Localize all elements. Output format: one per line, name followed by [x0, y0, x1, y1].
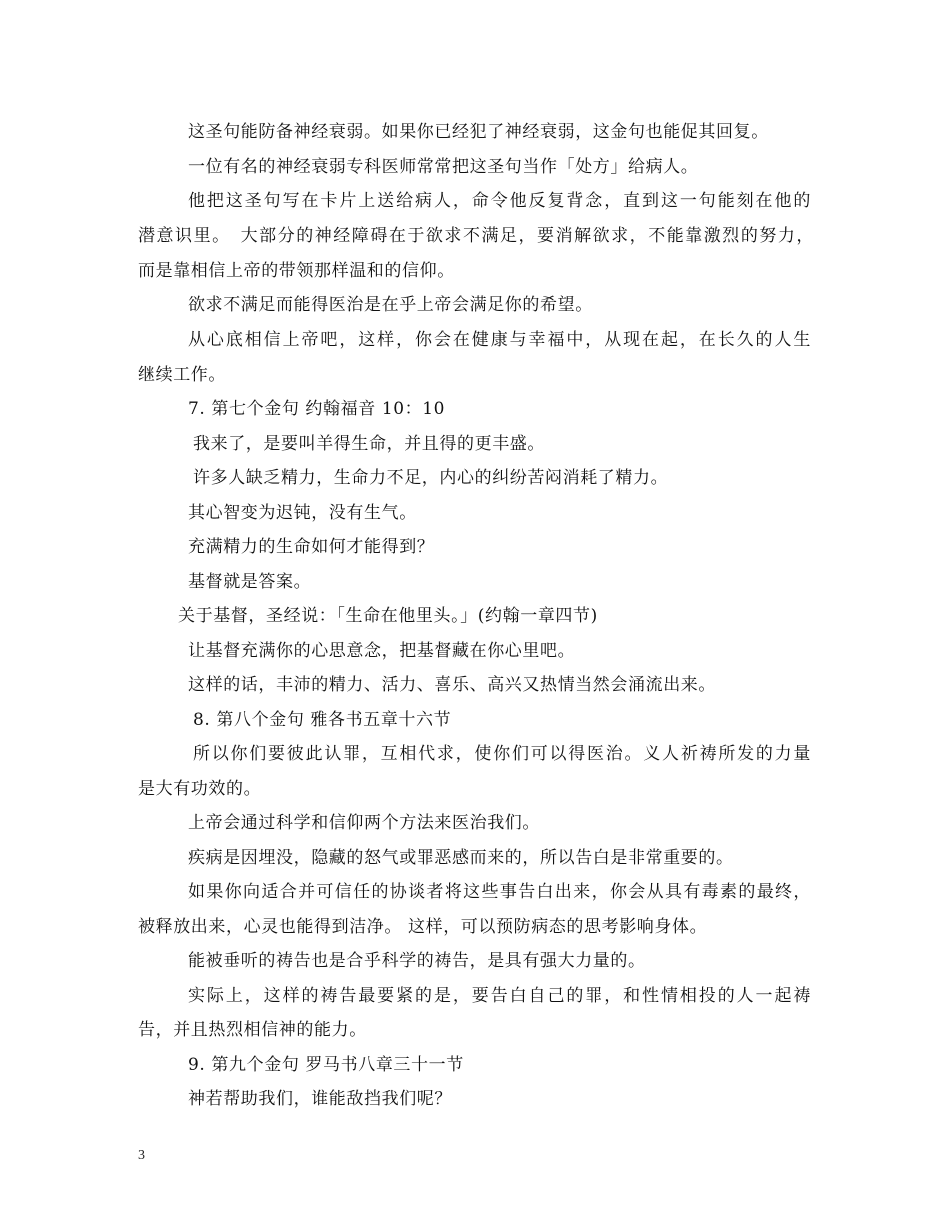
page-number: 3	[138, 1148, 145, 1163]
paragraph-line: 许多人缺乏精力，生命力不足，内心的纠纷苦闷消耗了精力。	[193, 468, 669, 488]
paragraph-line: 他把这圣句写在卡片上送给病人，命令他反复背念，直到这一句能刻在他的	[188, 191, 811, 211]
paragraph-line: 能被垂听的祷告也是合乎科学的祷告，是具有强大力量的。	[188, 951, 646, 971]
paragraph-line: 继续工作。	[138, 365, 226, 385]
paragraph-line: 从心底相信上帝吧，这样，你会在健康与幸福中，从现在起，在长久的人生	[188, 330, 811, 350]
paragraph-line: 被释放出来，心灵也能得到洁净。 这样，可以预防病态的思考影响身体。	[138, 917, 708, 937]
paragraph-line: 告，并且热烈相信神的能力。	[138, 1020, 367, 1040]
paragraph-line: 疾病是因埋没，隐藏的怒气或罪恶感而来的，所以告白是非常重要的。	[188, 848, 734, 868]
paragraph-line: 充满精力的生命如何才能得到？	[188, 537, 435, 557]
paragraph-line: 如果你向适合并可信任的协谈者将这些事告白出来，你会从具有毒素的最终，	[188, 882, 811, 902]
paragraph-line: 这样的话，丰沛的精力、活力、喜乐、高兴又热情当然会涌流出来。	[188, 675, 716, 695]
verse-text: 所以你们要彼此认罪，互相代求，使你们可以得医治。义人祈祷所发的力量	[193, 744, 811, 764]
paragraph-line: 这圣句能防备神经衰弱。如果你已经犯了神经衰弱，这金句也能促其回复。	[188, 122, 769, 142]
section-heading: 9. 第九个金句 罗马书八章三十一节	[188, 1055, 464, 1075]
paragraph-line: 让基督充满你的心思意念，把基督藏在你心里吧。	[188, 641, 576, 661]
paragraph-line: 而是靠相信上帝的带领那样温和的信仰。	[138, 261, 455, 281]
paragraph-line: 关于基督，圣经说：「生命在他里头。」(约翰一章四节)	[178, 606, 598, 626]
paragraph-line: 潜意识里。 大部分的神经障碍在于欲求不满足，要消解欲求，不能靠激烈的努力，	[138, 226, 814, 246]
section-heading: 8. 第八个金句 雅各书五章十六节	[193, 710, 452, 730]
section-heading: 7. 第七个金句 约翰福音 10：10	[188, 399, 446, 419]
paragraph-line: 上帝会通过科学和信仰两个方法来医治我们。	[188, 813, 540, 833]
paragraph-line: 其心智变为迟钝，没有生气。	[188, 503, 417, 523]
paragraph-line: 一位有名的神经衰弱专科医师常常把这圣句当作「处方」给病人。	[188, 157, 699, 177]
paragraph-line: 欲求不满足而能得医治是在乎上帝会满足你的希望。	[188, 295, 593, 315]
paragraph-line: 基督就是答案。	[188, 572, 312, 592]
verse-text: 我来了，是要叫羊得生命，并且得的更丰盛。	[193, 434, 545, 454]
verse-text: 是大有功效的。	[138, 779, 262, 799]
verse-text: 神若帮助我们，谁能敌挡我们呢？	[188, 1089, 452, 1109]
paragraph-line: 实际上，这样的祷告最要紧的是，要告白自己的罪，和性情相投的人一起祷	[188, 986, 811, 1006]
